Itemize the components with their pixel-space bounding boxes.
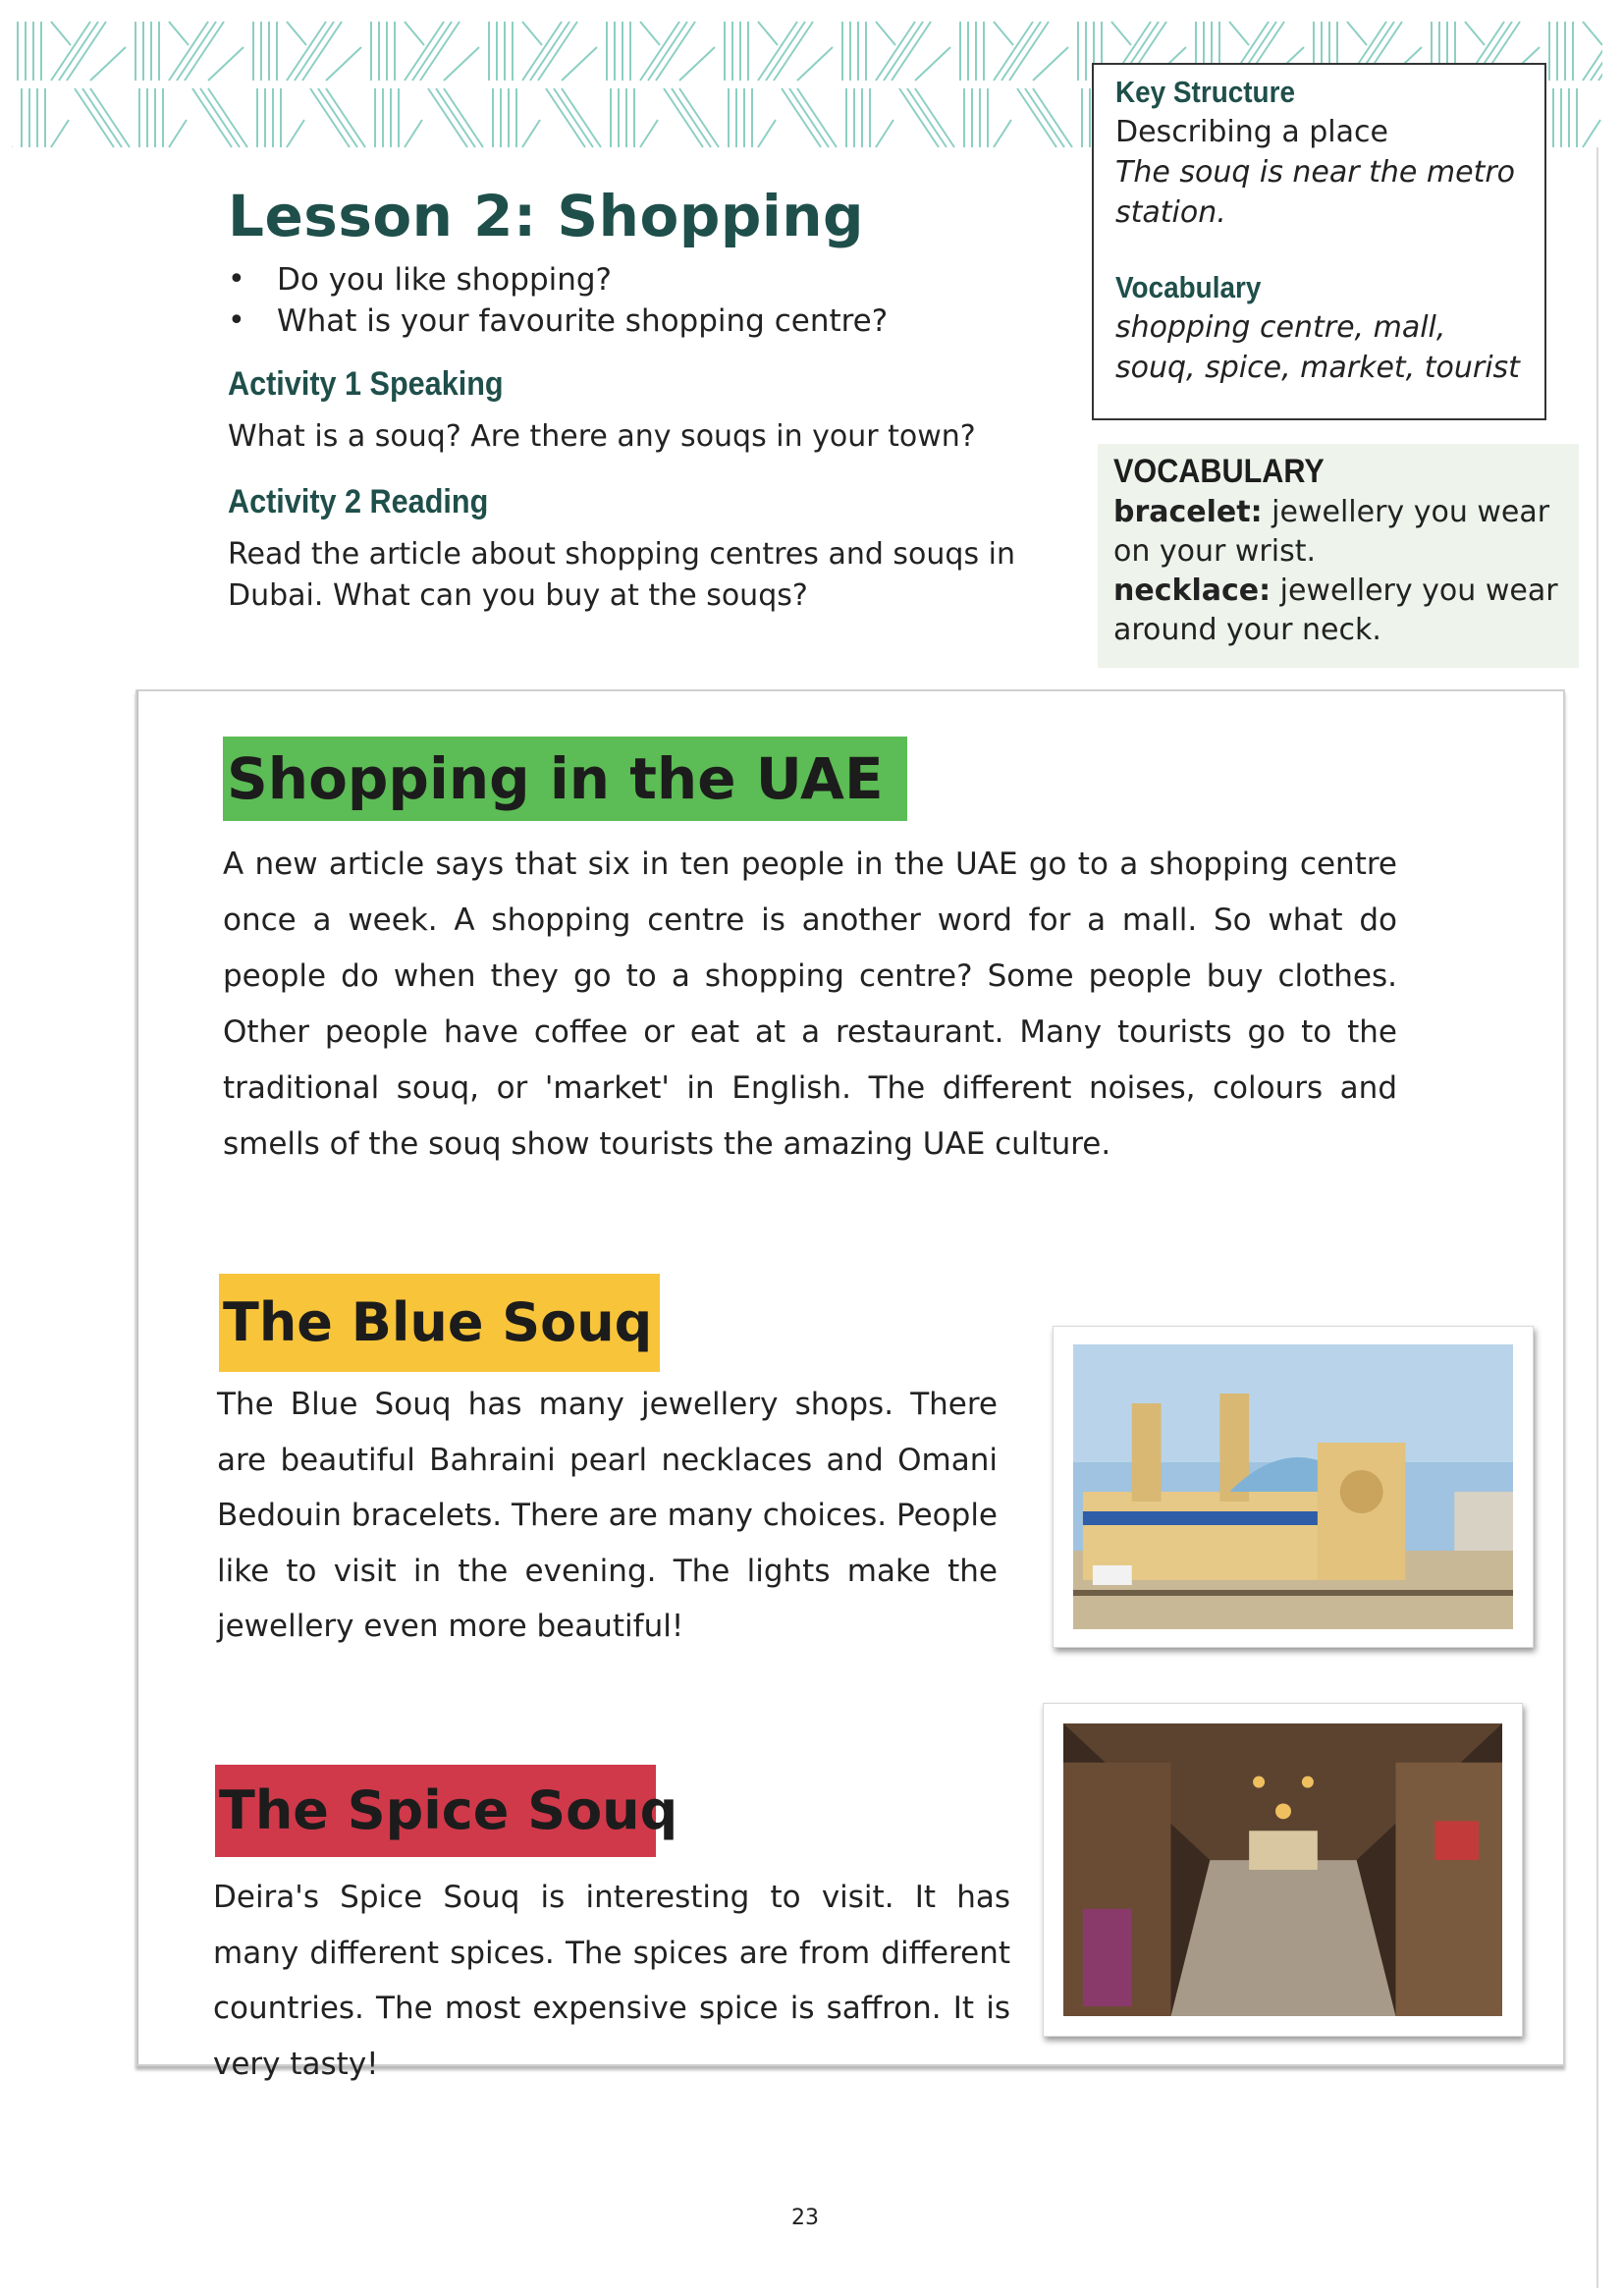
- activity2-heading: Activity 2 Reading: [228, 483, 489, 520]
- vocabulary-definition: jewellery you wear on your wrist.: [1113, 495, 1550, 569]
- key-structure-example: The souq is near the metro station.: [1115, 155, 1516, 230]
- intro-question: • Do you like shopping?: [228, 259, 888, 301]
- intro-questions: [228, 259, 888, 342]
- vocabulary-term: bracelet:: [1113, 495, 1263, 529]
- key-structure-heading: Key Structure: [1115, 75, 1295, 109]
- activity2-text: Read the article about shopping centres and souqs in Dubai. What can you buy at the souqs?: [228, 537, 1015, 613]
- spice-souq-paragraph: Deira's Spice Souq is interesting to visit. It has many different spices. The spices are from different countries. The most expensive spice is saffron. It is very tasty!: [213, 1880, 1010, 2082]
- vocabulary-definition: jewellery you wear around your neck.: [1113, 574, 1558, 647]
- vocabulary-item: [1113, 493, 1563, 572]
- activity1-heading: Activity 1 Speaking: [228, 365, 504, 403]
- blue-souq-photo: [1053, 1326, 1534, 1648]
- spice-souq-interior-image: [1063, 1723, 1502, 2016]
- vocabulary-heading: VOCABULARY: [1113, 453, 1325, 490]
- key-vocabulary-words: shopping centre, mall, souq, spice, market, tourist: [1115, 310, 1520, 385]
- activity1-text: What is a souq? Are there any souqs in your town?: [228, 419, 976, 454]
- vocabulary-item: [1113, 572, 1563, 650]
- blue-souq-building-image: [1073, 1344, 1513, 1629]
- spice-souq-title: The Spice Souq: [215, 1765, 656, 1857]
- article-paragraph: A new article says that six in ten people in the UAE go to a shopping centre once a week. A shopping centre is another word for a mall. So what do people do when they go to a shopping centre? Some people buy clothes. Other people have coffee or eat at a restaurant. Many tourists go to the traditional souq, or 'market' in English. The different noises, colours and smells of the souq show tourists the amazing UAE culture.: [223, 847, 1397, 1162]
- vocabulary-box: [1098, 444, 1579, 668]
- lesson-title: Lesson 2: Shopping: [228, 183, 865, 249]
- blue-souq-title: The Blue Souq: [219, 1274, 660, 1372]
- blue-souq-paragraph: The Blue Souq has many jewellery shops. There are beautiful Bahraini pearl necklaces and Omani Bedouin bracelets. There are many choices. People like to visit in the evening. The lights make the jewellery even more beautiful!: [217, 1387, 998, 1644]
- intro-question: • What is your favourite shopping centre?: [228, 301, 888, 342]
- vocabulary-term: necklace:: [1113, 574, 1271, 608]
- key-structure-box: [1092, 63, 1546, 420]
- article-title: Shopping in the UAE: [223, 737, 907, 821]
- key-vocabulary-heading: Vocabulary: [1115, 270, 1262, 304]
- key-structure-line: Describing a place: [1115, 115, 1388, 149]
- page-edge-rule: [1596, 147, 1598, 2288]
- spice-souq-photo: [1043, 1703, 1523, 2037]
- page-number: 23: [791, 2206, 819, 2230]
- article-border-line: [137, 691, 138, 2064]
